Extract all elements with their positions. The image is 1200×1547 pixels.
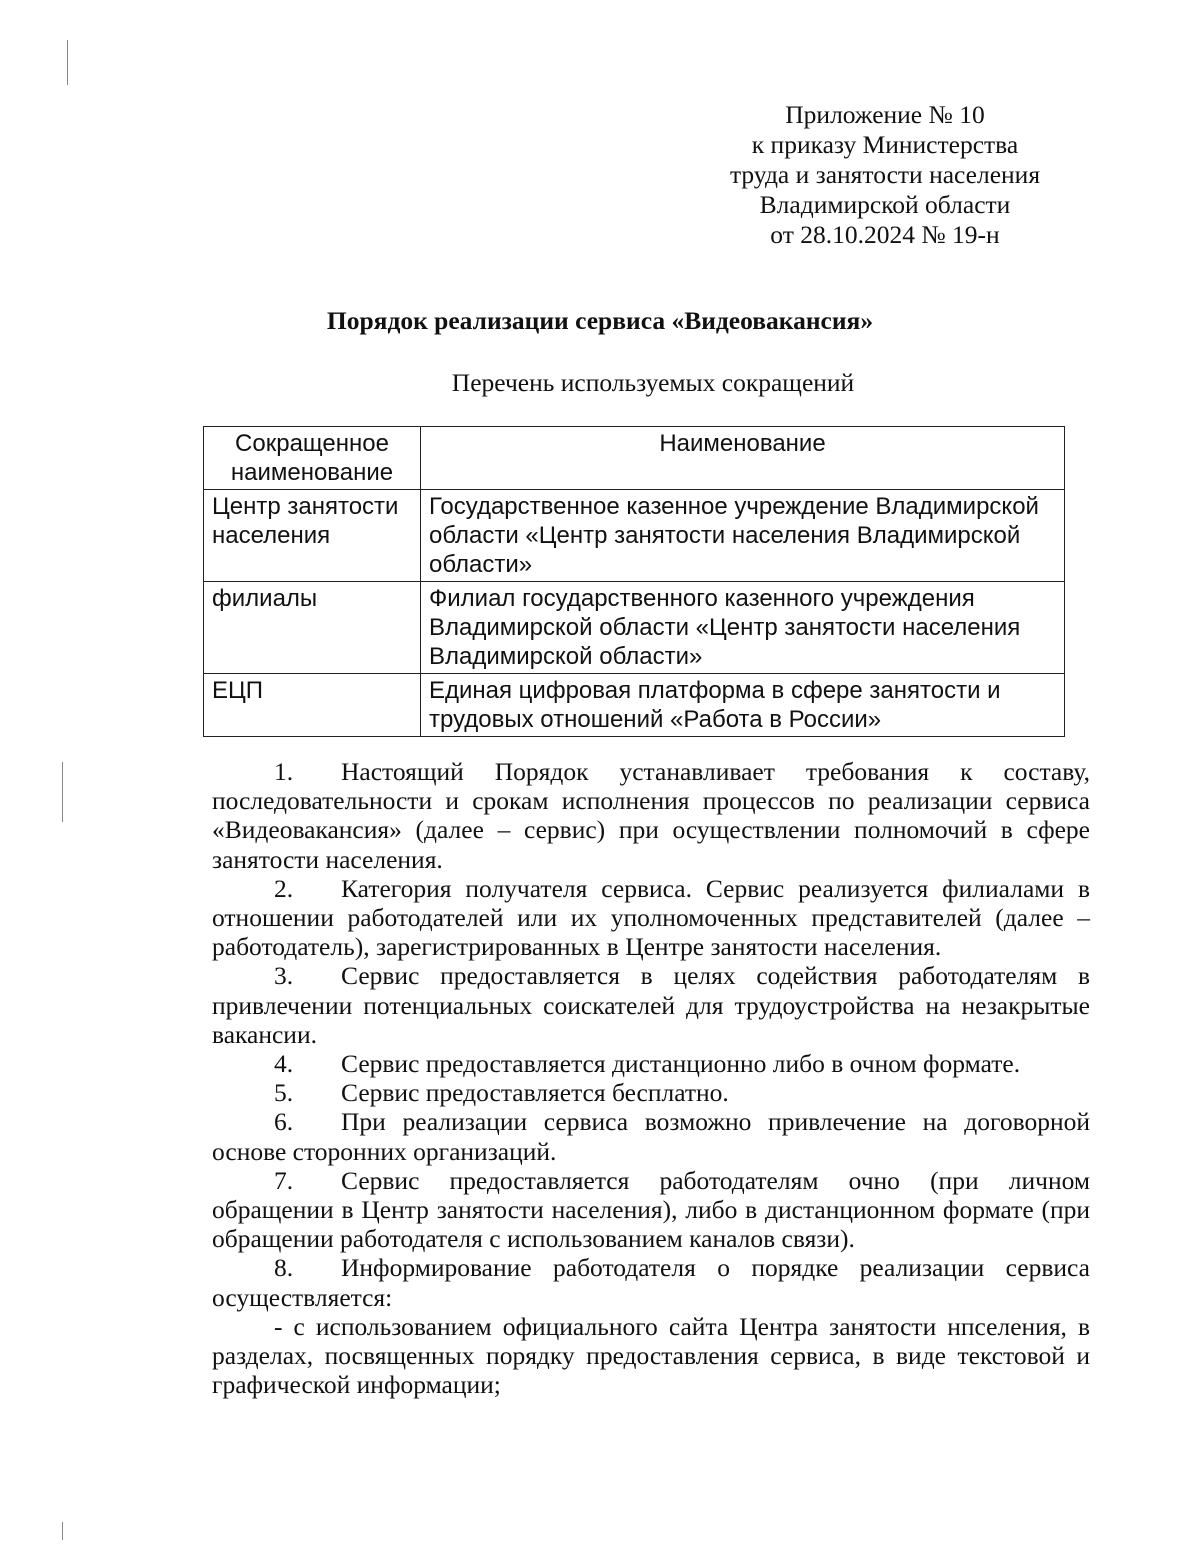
table-row xyxy=(204,490,1065,582)
paragraph-text: Сервис предоставляется дистанционно либо в очном формате. xyxy=(341,1049,1021,1079)
paragraph-text: При реализации сервиса возможно привлечение на договорной основе сторонних организаций. xyxy=(212,1107,1090,1166)
document-title: Порядок реализации сервиса «Видеовакансия» xyxy=(326,306,874,335)
paragraph-number: 2. xyxy=(274,873,294,903)
order-reference: к приказу Министерства xyxy=(751,130,1019,159)
table-row xyxy=(204,582,1065,674)
numbered-paragraph xyxy=(212,874,1090,962)
table-row xyxy=(204,674,1065,737)
scan-margin-mark xyxy=(67,40,68,85)
appendix-header xyxy=(700,100,1070,250)
abbreviations-table xyxy=(203,426,1065,737)
paragraph-text: Настоящий Порядок устанавливает требования к составу, последовательности и срокам исполнения процессов по реализации сервиса «Видеовакансия» (далее – сервис) при осуществлении полномочий в сфере занятости населения. xyxy=(212,757,1090,874)
table-header-row xyxy=(204,427,1065,490)
numbered-paragraph xyxy=(212,1049,1090,1078)
order-date: от 28.10.2024 № 19-н xyxy=(770,220,1000,249)
paragraph-number: 6. xyxy=(274,1107,294,1137)
document-body xyxy=(212,757,1090,1399)
paragraph-text: Категория получателя сервиса. Сервис реализуется филиалами в отношении работодателей или их уполномоченных представителей (далее – работодатель), зарегистрированных в Центре занятости населения. xyxy=(212,873,1090,962)
numbered-paragraph xyxy=(212,1078,1090,1107)
paragraph-text: Сервис предоставляется бесплатно. xyxy=(341,1078,729,1108)
paragraph-text: Сервис предоставляется в целях содействия работодателям в привлечении потенциальных соискателей для трудоустройства на незакрытые вакансии. xyxy=(212,961,1090,1049)
scan-margin-mark xyxy=(62,1522,63,1540)
table-cell: Филиал государственного казенного учреждения Владимирской области «Центр занятости населения Владимирской области» xyxy=(421,582,1065,674)
paragraph-text: Информирование работодателя о порядке реализации сервиса осуществляется: xyxy=(212,1253,1090,1312)
numbered-paragraph xyxy=(212,757,1090,874)
section-subtitle: Перечень используемых сокращений xyxy=(451,368,855,397)
scan-margin-mark xyxy=(62,762,63,822)
table-cell: ЕЦП xyxy=(204,674,421,737)
table-cell: Единая цифровая платформа в сфере занятости и трудовых отношений «Работа в России» xyxy=(421,674,1065,737)
paragraph-text: Сервис предоставляется работодателям очно (при личном обращении в Центр занятости населения), либо в дистанционном формате (при обращении работодателя с использованием каналов связи). xyxy=(212,1165,1090,1254)
table-cell: Государственное казенное учреждение Владимирской области «Центр занятости населения Владимирской области» xyxy=(421,490,1065,582)
paragraph-number: 8. xyxy=(274,1253,294,1283)
paragraph-number: 7. xyxy=(274,1165,294,1195)
column-header: Сокращенное наименование xyxy=(204,427,421,490)
numbered-paragraph xyxy=(212,961,1090,1049)
numbered-paragraph xyxy=(212,1107,1090,1165)
table-cell: филиалы xyxy=(204,582,421,674)
ministry-name: труда и занятости населения xyxy=(729,160,1041,189)
appendix-number: Приложение № 10 xyxy=(785,100,985,129)
paragraph-number: 1. xyxy=(274,757,294,786)
table-cell: Центр занятости населения xyxy=(204,490,421,582)
column-header: Наименование xyxy=(421,427,1065,490)
paragraph-number: 3. xyxy=(274,961,294,991)
numbered-paragraph xyxy=(212,1166,1090,1254)
paragraph-number: 5. xyxy=(274,1078,294,1108)
bullet-paragraph: - с использованием официального сайта Центра занятости нпселения, в разделах, посвященных порядку предоставления сервиса, в виде текстовой и графической информации; xyxy=(212,1311,1090,1400)
region-name: Владимирской области xyxy=(759,190,1011,219)
numbered-paragraph xyxy=(212,1253,1090,1311)
paragraph-number: 4. xyxy=(274,1049,294,1079)
